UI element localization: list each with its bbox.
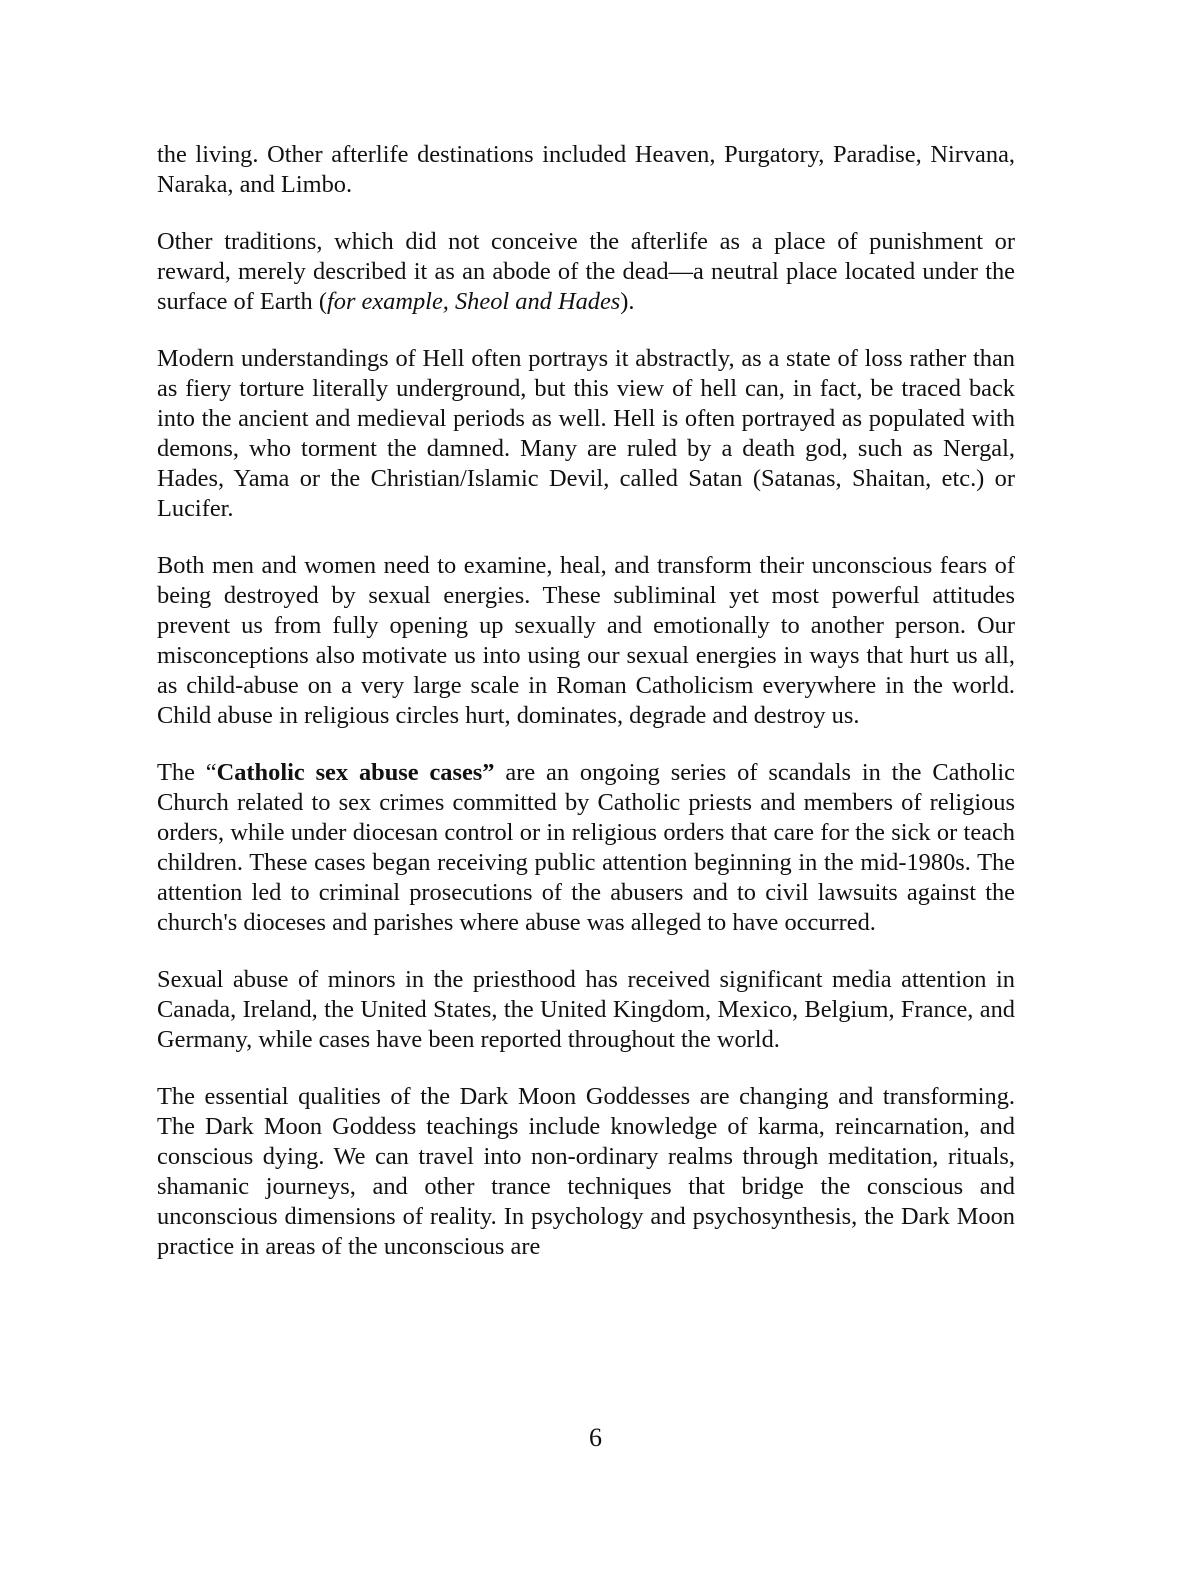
bold-catholic-sex-abuse-cases: Catholic sex abuse cases”	[216, 759, 495, 786]
paragraph-catholic-abuse-lead: The “	[157, 759, 217, 786]
page-number: 6	[589, 1423, 602, 1452]
paragraph-neutral-abode-text: Other traditions, which did not conceive the afterlife as a place of punishment or reward, merely described it as an abode of the dead—a neutral place located under the surface of Earth (	[157, 228, 1015, 315]
paragraph-modern-hell: Modern understandings of Hell often portrays it abstractly, as a state of loss rather than as fiery torture literally underground, but this view of hell can, in fact, be traced back into the ancient and medieval periods as well. Hell is often portrayed as populated with demons, who torment the damned. Many are ruled by a death god, such as Nergal, Hades, Yama or the Christian/Islamic Devil, called Satan (Satanas, Shaitan, etc.) or Lucifer.	[157, 345, 1015, 522]
page-body	[157, 140, 1015, 1289]
paragraph-catholic-abuse-cases	[157, 758, 1015, 938]
italic-example-sheol-hades: for example, Sheol and Hades	[326, 288, 621, 315]
paragraph-catholic-abuse-text: are an ongoing series of scandals in the Catholic Church related to sex crimes committed by Catholic priests and members of religious orders, while under diocesan control or in religious orders that care for the sick or teach children. These cases began receiving public attention beginning in the mid-1980s. The attention led to criminal prosecutions of the abusers and to civil lawsuits against the church's dioceses and parishes where abuse was alleged to have occurred.	[157, 759, 1015, 936]
paragraph-neutral-abode	[157, 227, 1015, 317]
paragraph-afterlife-destinations: the living. Other afterlife destinations included Heaven, Purgatory, Paradise, Nirvana, Naraka, and Limbo.	[157, 141, 1015, 198]
paragraph-neutral-abode-end: ).	[620, 288, 635, 315]
paragraph-sexual-energies: Both men and women need to examine, heal, and transform their unconscious fears of being destroyed by sexual energies. These subliminal yet most powerful attitudes prevent us from fully opening up sexually and emotionally to another person. Our misconceptions also motivate us into using our sexual energies in ways that hurt us all, as child-abuse on a very large scale in Roman Catholicism everywhere in the world. Child abuse in religious circles hurt, dominates, degrade and destroy us.	[157, 552, 1015, 729]
paragraph-media-attention: Sexual abuse of minors in the priesthood has received significant media attention in Canada, Ireland, the United States, the United Kingdom, Mexico, Belgium, France, and Germany, while cases have been reported throughout the world.	[157, 966, 1015, 1053]
paragraph-dark-moon-goddesses: The essential qualities of the Dark Moon Goddesses are changing and transforming. The Dark Moon Goddess teachings include knowledge of karma, reincarnation, and conscious dying. We can travel into non-ordinary realms through meditation, rituals, shamanic journeys, and other trance techniques that bridge the conscious and unconscious dimensions of reality. In psychology and psychosynthesis, the Dark Moon practice in areas of the unconscious are	[157, 1083, 1015, 1260]
